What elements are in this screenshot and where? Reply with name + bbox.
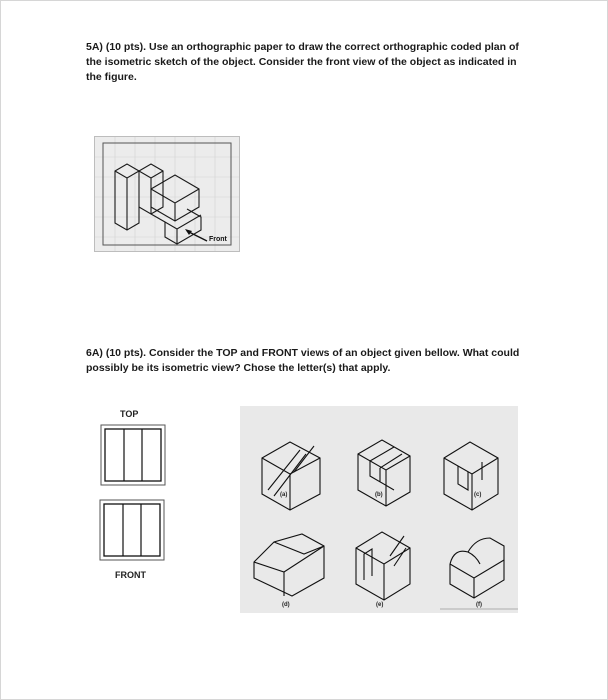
option-c-drawing (444, 442, 498, 510)
front-view-drawing (99, 499, 165, 561)
option-a-drawing (262, 442, 320, 510)
option-b-drawing (358, 440, 410, 506)
option-d-drawing (254, 534, 324, 596)
option-b-label: (b) (375, 492, 383, 498)
option-d-label: (d) (282, 602, 290, 608)
question-6-text: 6A) (10 pts). Consider the TOP and FRONT views of an object given bellow. What could possibly be its isometric view? Chose the letter(s) that apply. (86, 347, 520, 374)
front-view-label: FRONT (115, 570, 146, 580)
isometric-options-figure (240, 406, 518, 613)
option-f-label: (f) (476, 602, 482, 608)
top-view-label: TOP (120, 409, 139, 419)
option-a-label: (a) (280, 492, 288, 498)
option-f-drawing (450, 538, 504, 598)
option-c-label: (c) (474, 492, 482, 498)
question-5-text: 5A) (10 pts). Use an orthographic paper to draw the correct orthographic coded plan of the isometric sketch of the object. Consider the front view of the object as indicated in the figure. (86, 41, 519, 83)
top-view-drawing (100, 424, 166, 486)
front-direction-label: Front (209, 236, 227, 243)
option-e-drawing (356, 532, 410, 600)
option-e-label: (e) (376, 602, 384, 608)
isometric-sketch-figure (94, 136, 240, 252)
